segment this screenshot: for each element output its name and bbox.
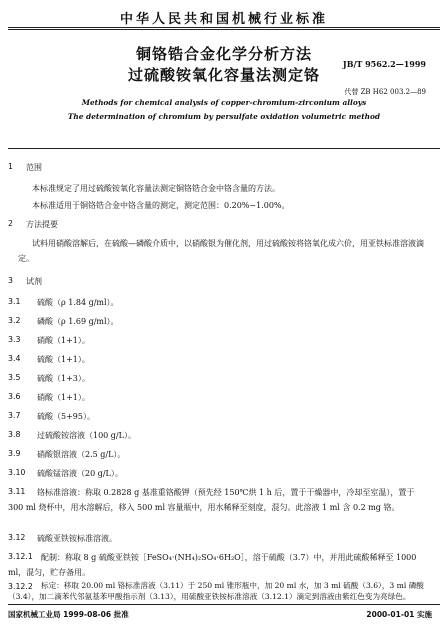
item-text: 硫酸（5+95）。 — [37, 412, 95, 421]
footer-rule — [8, 604, 440, 605]
implementation-date: 2000-01-01 实施 — [366, 610, 432, 619]
title-line2: 过硫酸铵氧化容量法测定铬 — [127, 66, 320, 84]
item-text: 过硫酸铵溶液（100 g/L）。 — [37, 431, 136, 440]
section-1-heading: 范围 — [26, 163, 42, 172]
item-number: 3.8 — [8, 430, 21, 439]
item-3-12-1-number: 3.12.1 — [8, 552, 33, 561]
section-2-number: 2 — [8, 219, 13, 228]
item-3-12-number: 3.12 — [8, 533, 26, 542]
title-divider — [8, 148, 440, 149]
item-text: 硝酸银溶液（2.5 g/L）。 — [37, 450, 126, 459]
item-text: 硝酸（1+1）。 — [37, 336, 90, 345]
item-number: 3.7 — [8, 411, 21, 420]
item-3-12-text: 硫酸亚铁铵标准溶液。 — [37, 534, 117, 543]
item-text: 磷酸（ρ 1.69 g/ml）。 — [37, 317, 119, 326]
item-number: 3.9 — [8, 449, 21, 458]
section-1-para-1: 本标准规定了用过硫酸铵氧化容量法测定铜铬锆合金中铬含量的方法。 — [32, 184, 280, 193]
item-number: 3.5 — [8, 373, 21, 382]
item-3-11-text: 铬标准溶液：称取 0.2828 g 基准重铬酸钾（预先经 150℃烘 1 h 后，置于干燥器中，冷却至室温），置于 300 ml 烧杯中，用水溶解后，移入 500 ml 容量瓶中，用水稀释至刻度，混匀。此溶液 1 ml 含 0.2 mg 铬。 — [8, 488, 415, 512]
item-3-12-2-number: 3.12.2 — [8, 582, 33, 591]
item-3-11-number: 3.11 — [8, 487, 26, 496]
item-number: 3.2 — [8, 316, 21, 325]
section-2-para-1: 试料用硝酸溶解后，在硫酸—磷酸介质中，以硝酸银为催化剂，用过硫酸铵将铬氧化成六价，用亚铁标准溶液滴定。 — [18, 239, 424, 263]
item-number: 3.4 — [8, 354, 21, 363]
approval-date: 国家机械工业局 1999-08-06 批准 — [8, 610, 129, 619]
standard-number: JB/T 9562.2—1999 — [342, 59, 426, 69]
title-line1: 铜铬锆合金化学分析方法 — [135, 45, 312, 63]
header-org: 中华人民共和国机械行业标准 — [119, 12, 328, 27]
item-3-12-2-text: 标定：移取 20.00 ml 铬标准溶液（3.11）于 250 ml 锥形瓶中，加 20 ml 水，加 3 ml 硫酸（3.6），3 ml 磷酸（3.4），加二滴苯代邻氨基苯甲酸指示剂（3.13），用硫酸亚铁铵标准溶液（3.12.1）滴定到溶液由紫红色变为亮绿色。 — [8, 581, 424, 601]
item-text: 硫酸（1+1）。 — [37, 355, 90, 364]
header-rule-bottom — [8, 29, 440, 30]
header-rule-top — [8, 27, 440, 28]
section-3-number: 3 — [8, 276, 13, 285]
item-text: 硫酸（ρ 1.84 g/ml）。 — [37, 298, 119, 307]
section-2-heading: 方法提要 — [26, 220, 58, 229]
item-number: 3.10 — [8, 468, 26, 477]
item-number: 3.1 — [8, 297, 21, 306]
replaces-standard: 代替 ZB H62 003.2—89 — [344, 88, 426, 96]
item-text: 硫酸锰溶液（20 g/L）。 — [37, 469, 123, 478]
item-text: 硝酸（1+1）。 — [37, 393, 90, 402]
item-number: 3.3 — [8, 335, 21, 344]
item-3-12-1-text: 配制：称取 8 g 硫酸亚铁铵［FeSO₄·(NH₄)₂SO₄·6H₂O］，溶于硫酸（3.7）中，并用此硫酸稀释至 1000 ml，混匀，贮存备用。 — [8, 553, 417, 577]
section-1-para-2: 本标准适用于铜铬锆合金中铬含量的测定，测定范围：0.20%~1.00%。 — [32, 201, 290, 210]
section-1-number: 1 — [8, 162, 13, 171]
title-en-line2: The determination of chromium by persulfate oxidation volumetric method — [67, 112, 381, 121]
item-number: 3.6 — [8, 392, 21, 401]
section-3-heading: 试剂 — [26, 277, 42, 286]
title-en-line1: Methods for chemical analysis of copper-chromium-zirconium alloys — [81, 98, 367, 107]
item-text: 硫酸（1+3）。 — [37, 374, 90, 383]
